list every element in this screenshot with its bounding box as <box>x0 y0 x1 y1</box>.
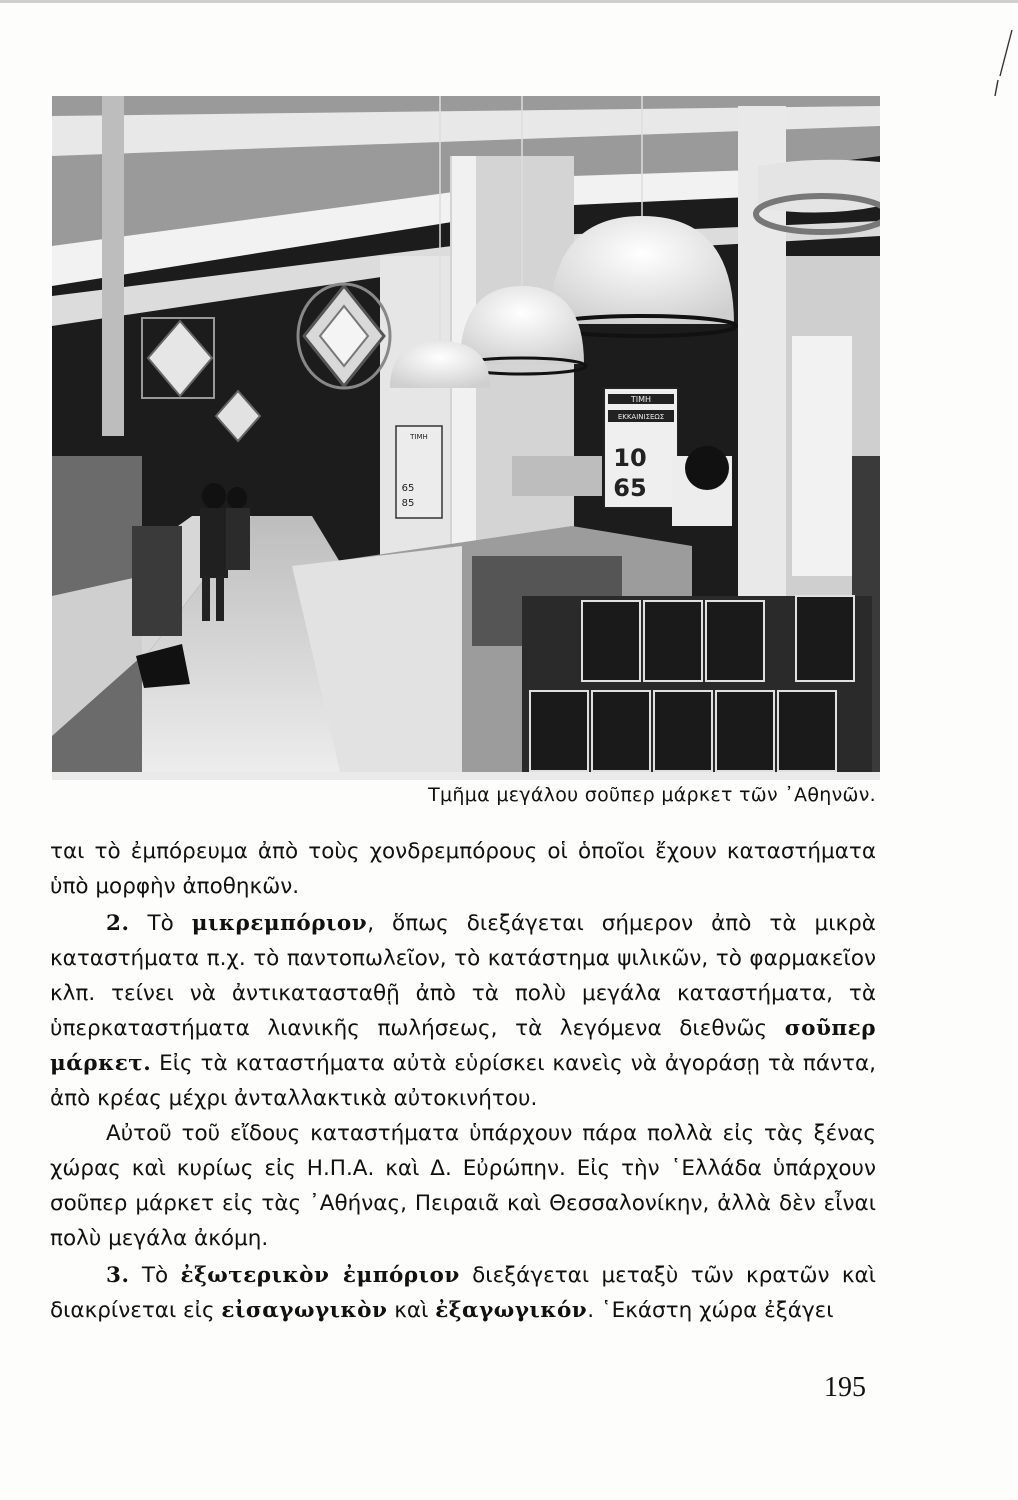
paragraph-4-text-d: . ῾Εκάστη χώρα ἐξάγει <box>587 1298 834 1323</box>
term-export: ἐξαγωγικόν <box>435 1298 588 1323</box>
scan-top-edge <box>0 0 1018 3</box>
paragraph-2-text-c: Εἰς τὰ καταστήματα αὐτὰ εὑρίσκει κανεὶς νὰ ἀγοράσῃ τὰ πάντα, ἀπὸ κρέας μέχρι ἀνταλλακτικὰ αὐτοκινήτου. <box>50 1051 876 1111</box>
sign-text-3: 65 <box>401 483 415 494</box>
sign-text-2: ΕΚΚΑΙΝΙΣΕΩΣ <box>617 413 665 421</box>
term-foreign-trade: ἐξωτερικὸν ἐμπόριον <box>180 1263 460 1288</box>
paragraph-1: ται τὸ ἐμπόρευμα ἀπὸ τοὺς χονδρεμπόρους οἱ ὁποῖοι ἔχουν καταστήματα ὑπὸ μορφὴν ἀποθηκῶν. <box>50 839 876 899</box>
sign-text-5: 10 <box>613 444 647 472</box>
paragraph-2-text-b: , ὅπως διεξάγεται σήμερον ἀπὸ τὰ μικρὰ καταστήματα π.χ. τὸ παντοπωλεῖον, τὸ κατάστημα ψιλικῶν, τὸ φαρμακεῖον κλπ. τείνει νὰ ἀντικατασταθῇ ἀπὸ τὰ πολὺ μεγάλα καταστήματα, τὰ ὑπερκαταστήματα λιανικῆς πωλήσεως, τὰ λεγόμενα διεθνῶς <box>50 911 876 1041</box>
paragraph-3: Αὐτοῦ τοῦ εἴδους καταστήματα ὑπάρχουν πάρα πολλὰ εἰς τὰς ξένας χώρας καὶ κυρίως εἰς Η.Π.Α. καὶ Δ. Εὐρώπην. Εἰς τὴν ῾Ελλάδα ὑπάρχουν σοῦπερ μάρκετ εἰς τὰς ᾿Αθήνας, Πειραιᾶ καὶ Θεσσαλονίκην, ἀλλὰ δὲν εἶναι πολὺ μεγάλα ἀκόμη. <box>50 1121 876 1251</box>
item-number-2: 2. <box>106 911 130 936</box>
term-import: εἰσαγωγικὸν <box>221 1298 388 1323</box>
sign-text-1b: ΤΙΜΗ <box>410 433 428 441</box>
paragraph-2 <box>50 906 876 1116</box>
paragraph-4-text-b: διεξάγεται μεταξὺ τῶν κρατῶν καὶ διακρίνεται εἰς <box>50 1263 876 1323</box>
pen-mark <box>992 28 1014 98</box>
supermarket-photo <box>52 96 880 780</box>
item-number-3: 3. <box>106 1263 130 1288</box>
sign-text-6: 65 <box>613 474 647 502</box>
sign-text-4: 85 <box>401 498 415 509</box>
paragraph-2-text-a: Τὸ <box>129 911 192 936</box>
body-text <box>50 834 876 1328</box>
paragraph-4-text-c: καὶ <box>387 1298 436 1323</box>
paragraph-4-text-a: Τὸ <box>129 1263 181 1288</box>
sign-text-1: ΤΙΜΗ <box>630 395 652 404</box>
paragraph-4 <box>50 1258 876 1328</box>
term-supermarket: σοῦπερ μάρκετ. <box>50 1016 876 1076</box>
term-retail-trade: μικρεμπόριον <box>191 911 368 936</box>
figure-caption: Τμῆμα μεγάλου σοῦπερ μάρκετ τῶν ᾿Αθηνῶν. <box>428 784 876 806</box>
page-number: 195 <box>824 1372 866 1403</box>
